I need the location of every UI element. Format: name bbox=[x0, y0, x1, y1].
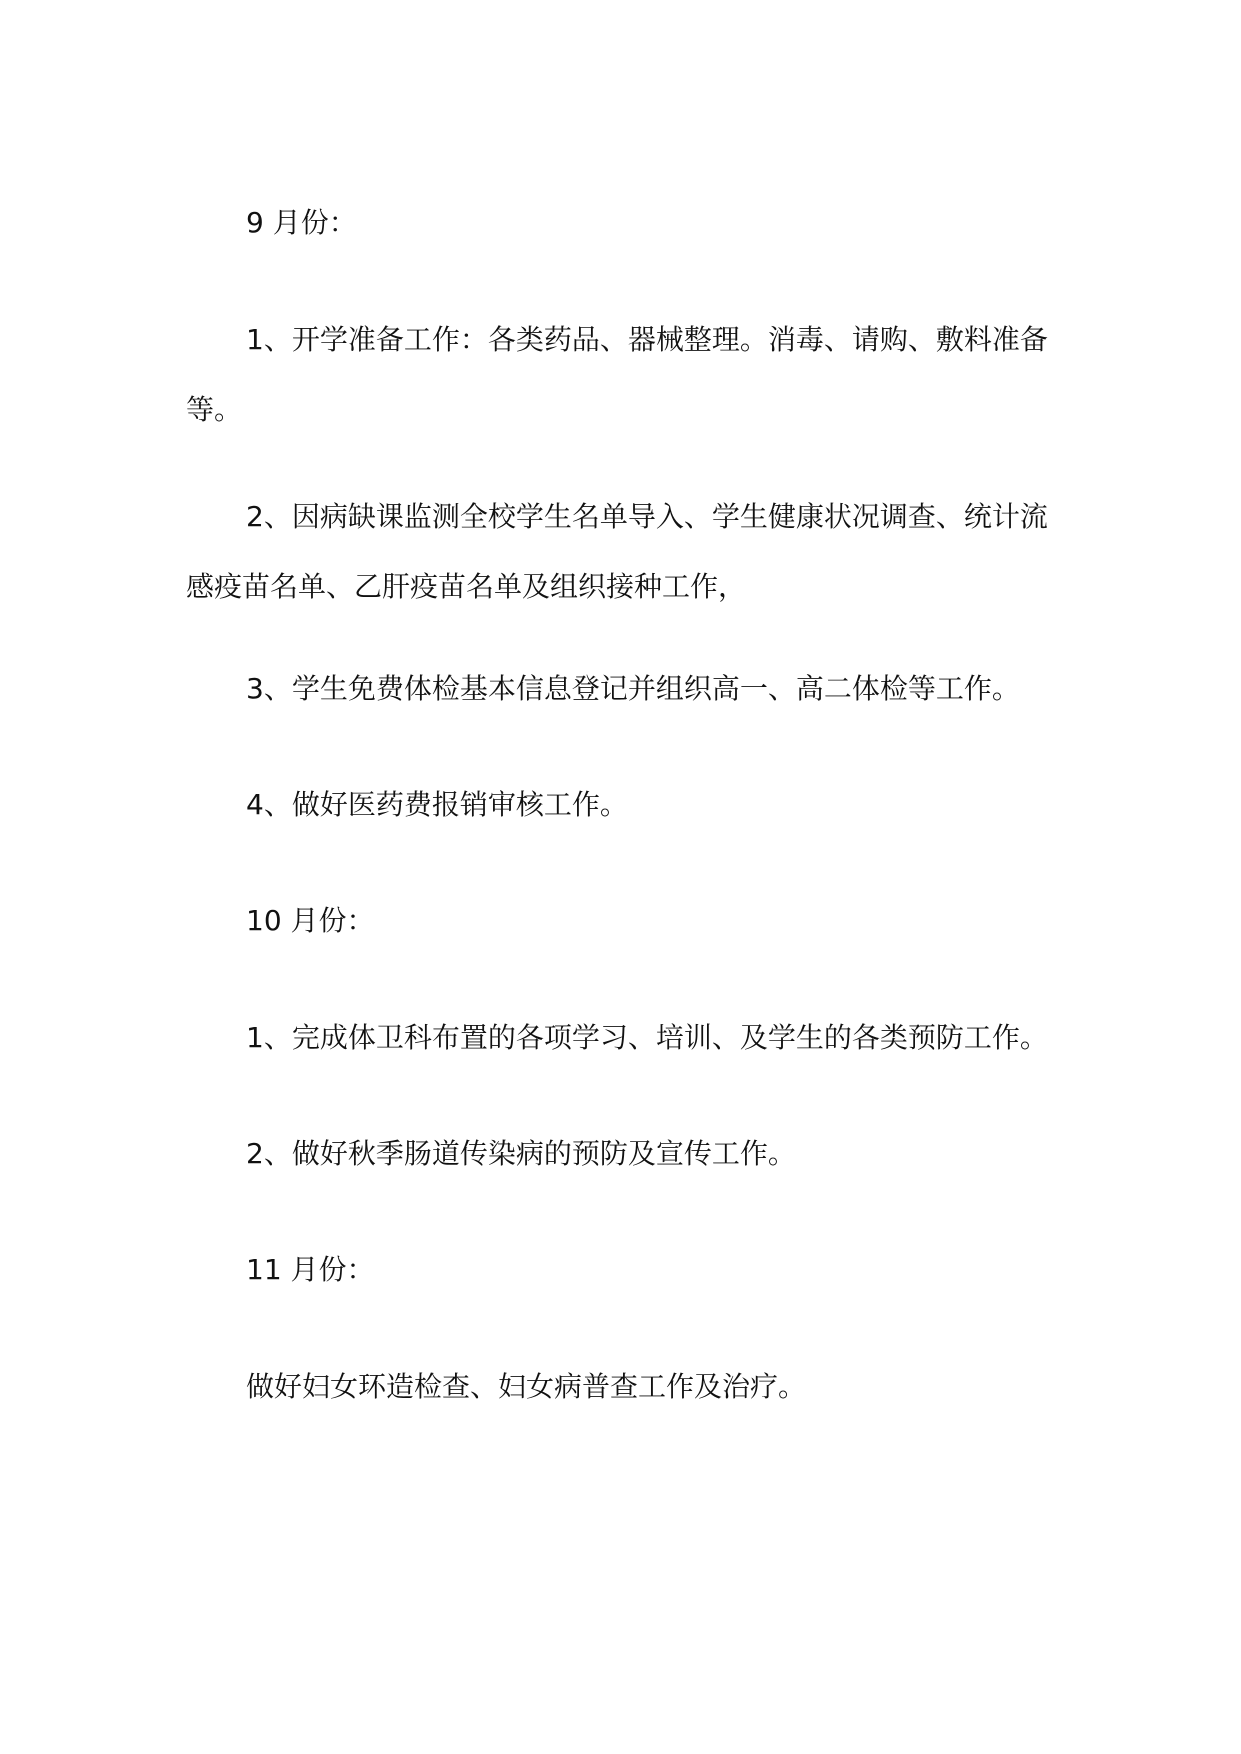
list-item: 1、完成体卫科布置的各项学习、培训、及学生的各类预防工作。 bbox=[246, 1021, 1048, 1054]
section-heading-september: 9 月份： bbox=[246, 206, 357, 239]
section-heading-october: 10 月份： bbox=[246, 904, 375, 937]
section-heading-november: 11 月份： bbox=[246, 1253, 375, 1286]
list-item: 2、做好秋季肠道传染病的预防及宣传工作。 bbox=[246, 1137, 796, 1170]
list-item: 1、开学准备工作：各类药品、器械整理。消毒、请购、敷料准备等。 bbox=[186, 323, 1048, 426]
list-item: 2、因病缺课监测全校学生名单导入、学生健康状况调查、统计流感疫苗名单、乙肝疫苗名单及组织接种工作， bbox=[186, 500, 1048, 603]
list-item: 做好妇女环造检查、妇女病普查工作及治疗。 bbox=[246, 1370, 807, 1403]
list-item: 3、学生免费体检基本信息登记并组织高一、高二体检等工作。 bbox=[246, 672, 1020, 705]
list-item: 4、做好医药费报销审核工作。 bbox=[246, 788, 628, 821]
